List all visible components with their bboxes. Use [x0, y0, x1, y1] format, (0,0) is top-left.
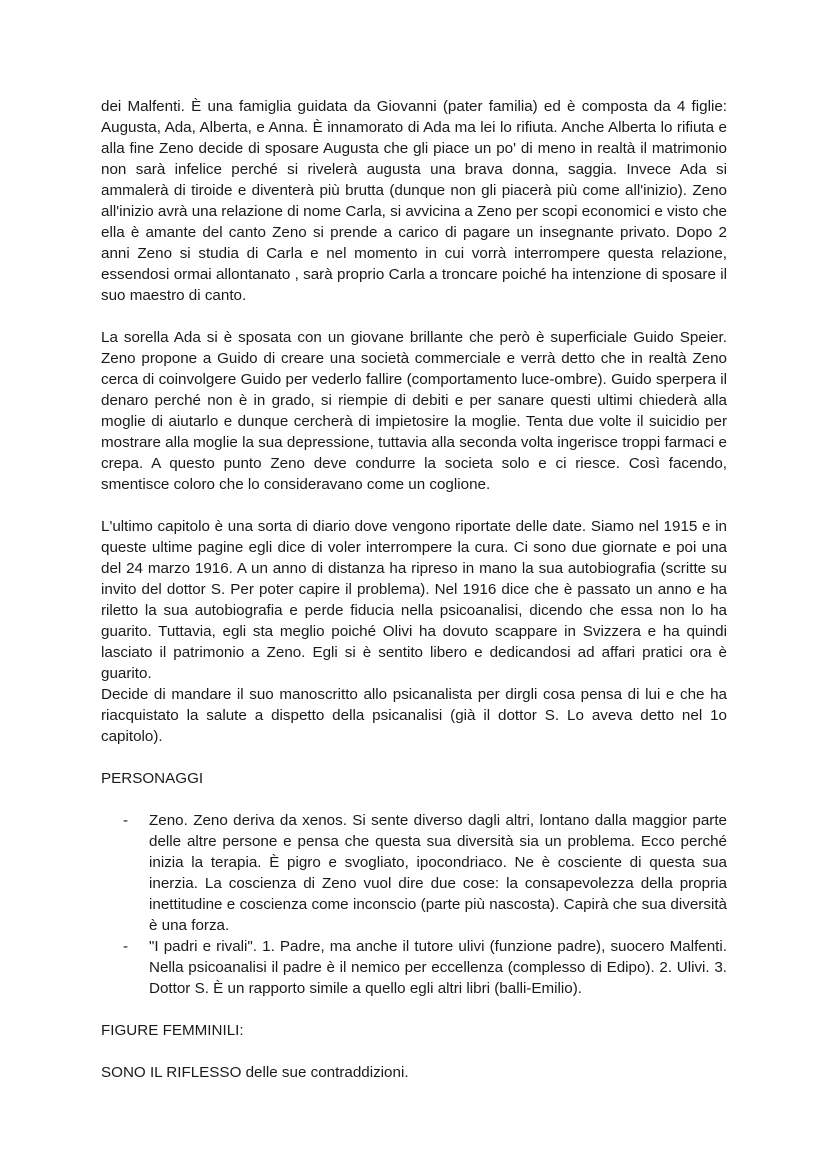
paragraph-gap	[101, 1041, 727, 1062]
list-item-text: Zeno. Zeno deriva da xenos. Si sente diverso dagli altri, lontano dalla maggior parte delle altre persone e pensa che questa sua diversità sia un problema. Ecco perché inizia la terapia. È pigro e svogliato, ipocondriaco. Ne è cosciente di questa sua inerzia. La coscienza di Zeno vuol dire due cose: la consapevolezza della propria inettitudine e coscienza come inconscio (parte più nascosta). Capirà che sua diversità è una forza.	[149, 812, 727, 934]
heading-figure-femminili: FIGURE FEMMINILI:	[101, 1022, 244, 1039]
paragraph-gap	[101, 789, 727, 810]
bullet-marker: -	[123, 812, 129, 829]
paragraph-gap	[101, 747, 727, 768]
paragraph-gap	[101, 999, 727, 1020]
personaggi-list	[101, 810, 727, 999]
paragraph-gap	[101, 306, 727, 327]
paragraph-malfenti: dei Malfenti. È una famiglia guidata da Giovanni (pater familia) ed è composta da 4 figlie: Augusta, Ada, Alberta, e Anna. È innamorato di Ada ma lei lo rifiuta. Anche Alberta lo rifiuta e alla fine Zeno decide di sposare Augusta che gli piace un po' di meno in realtà il matrimonio non sarà infelice perché si rivelerà augusta una brava donna, saggia. Invece Ada si ammalerà di tiroide e diventerà più brutta (dunque non gli piacerà più come all'inizio). Zeno all'inizio avrà una relazione di nome Carla, si avvicina a Zeno per scopi economici e visto che ella è amante del canto Zeno si prende a carico di pagare un insegnante privato. Dopo 2 anni Zeno si studia di Carla e nel momento in cui vorrà interrompere questa relazione, essendosi ormai allontanato , sarà proprio Carla a troncare poiché ha intenzione di sposare il suo maestro di canto.	[101, 98, 727, 304]
list-item	[123, 810, 727, 936]
paragraph-ultimo-capitolo: L'ultimo capitolo è una sorta di diario dove vengono riportate delle date. Siamo nel 1915 e in queste ultime pagine egli dice di voler interrompere la cura. Ci sono due giornate e poi una del 24 marzo 1916. A un anno di distanza ha ripreso in mano la sua autobiografia (scritte su invito del dottor S. Per poter capire il problema). Nel 1916 dice che è passato un anno e ha riletto la sua autobiografia e perde fiducia nella psicoanalisi, dicendo che essa non lo ha guarito. Tuttavia, egli sta meglio poiché Olivi ha dovuto scappare in Svizzera e ha quindi lasciato il patrimonio a Zeno. Egli si è sentito libero e dedicandosi ad affari pratici ora è guarito.	[101, 518, 727, 682]
bullet-marker: -	[123, 938, 129, 955]
list-item-text: "I padri e rivali". 1. Padre, ma anche il tutore ulivi (funzione padre), suocero Malfenti. Nella psicoanalisi il padre è il nemico per eccellenza (complesso di Edipo). 2. Ulivi. 3. Dottor S. È un rapporto simile a quello egli altri libri (balli-Emilio).	[149, 938, 727, 997]
paragraph-guido: La sorella Ada si è sposata con un giovane brillante che però è superficiale Guido Speier. Zeno propone a Guido di creare una società commerciale e verrà detto che in realtà Zeno cerca di coinvolgere Guido per vederlo fallire (comportamento luce-ombre). Guido sperpera il denaro perché non è in grado, si riempie di debiti e per sanare questi ultimi chiederà alla moglie di aiutarlo e dunque cercherà di impietosire la moglie. Tenta due volte il suicidio per mostrare alla moglie la sua depressione, tuttavia alla seconda volta ingerisce troppi farmaci e crepa. A questo punto Zeno deve condurre la societa solo e ci riesce. Così facendo, smentisce coloro che lo consideravano come un coglione.	[101, 329, 727, 493]
heading-personaggi: PERSONAGGI	[101, 770, 204, 787]
paragraph-gap	[101, 495, 727, 516]
paragraph-riflesso: SONO IL RIFLESSO delle sue contraddizioni.	[101, 1064, 409, 1081]
list-item	[123, 936, 727, 999]
paragraph-manoscritto: Decide di mandare il suo manoscritto allo psicanalista per dirgli cosa pensa di lui e che ha riacquistato la salute a dispetto della psicanalisi (già il dottor S. Lo aveva detto nel 1o capitolo).	[101, 686, 727, 745]
document-page	[101, 96, 727, 1083]
